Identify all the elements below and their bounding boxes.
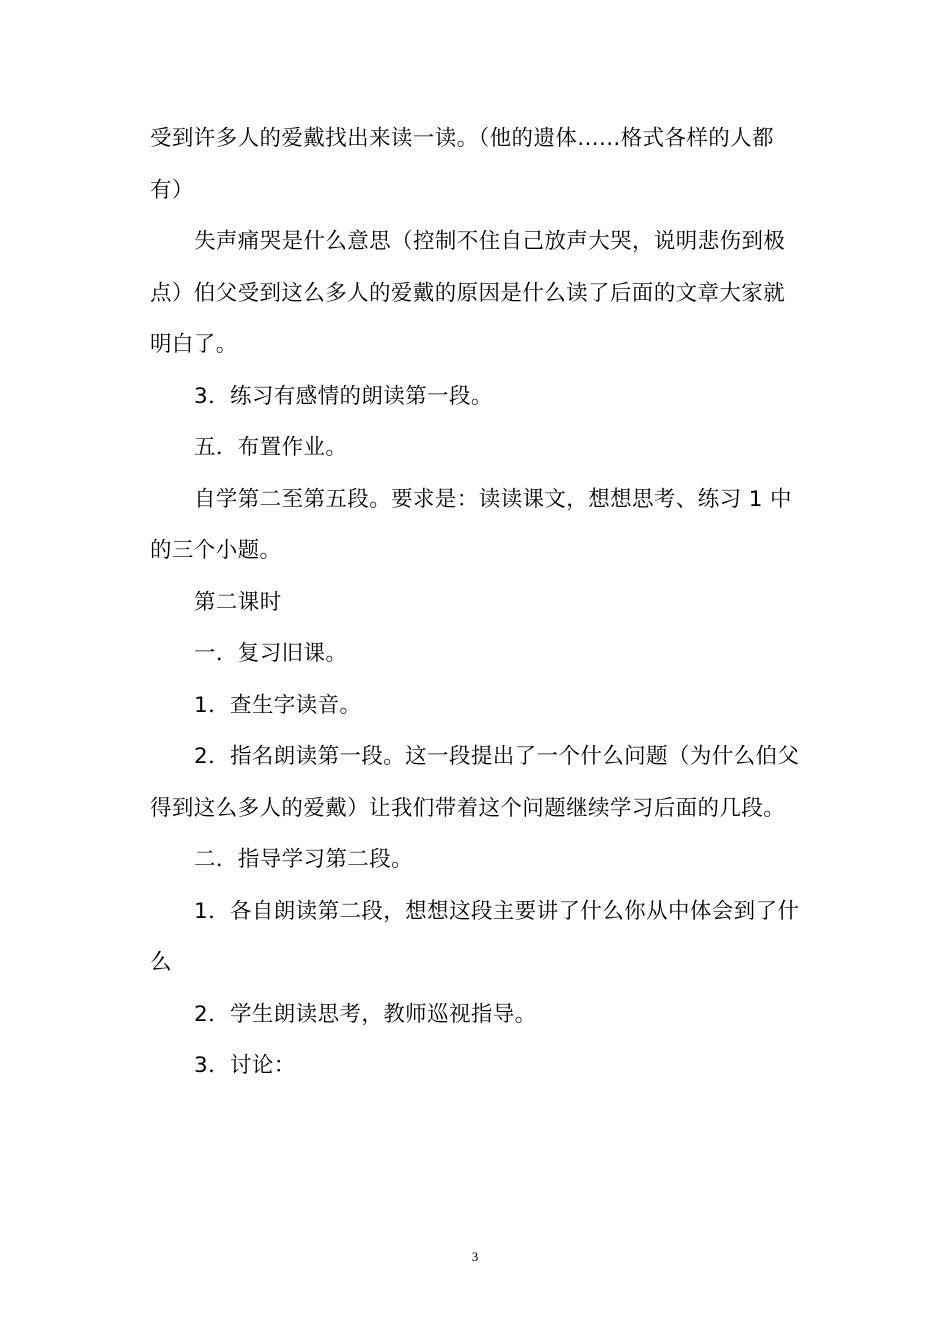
paragraph: 2．学生朗读思考，教师巡视指导。 [194, 1001, 537, 1027]
paragraph: 3．练习有感情的朗读第一段。 [194, 383, 493, 409]
paragraph: 受到许多人的爱戴找出来读一读。（他的遗体......格式各样的人都有） [150, 126, 774, 203]
section-heading: 一．复习旧课。 [194, 641, 348, 666]
lesson-heading: 第二课时 [194, 589, 282, 615]
paragraph: 1．各自朗读第二段，想想这段主要讲了什么你从中体会到了什么 [150, 898, 800, 975]
paragraph: 3．讨论： [194, 1053, 296, 1078]
document-body [150, 113, 800, 1092]
page-number: 3 [471, 1249, 479, 1264]
paragraph: 自学第二至第五段。要求是：读读课文，想想思考、练习 1 中的三个小题。 [150, 486, 792, 563]
paragraph: 2．指名朗读第一段。这一段提出了一个什么问题（为什么伯父得到这么多人的爱戴）让我们带着这个问题继续学习后面的几段。 [150, 744, 800, 821]
section-heading: 五．布置作业。 [194, 435, 348, 460]
section-heading: 二．指导学习第二段。 [194, 847, 414, 872]
paragraph: 1．查生字读音。 [194, 692, 362, 718]
paragraph: 失声痛哭是什么意思（控制不住自己放声大哭，说明悲伤到极点）伯父受到这么多人的爱戴的原因是什么读了后面的文章大家就明白了。 [150, 229, 786, 357]
